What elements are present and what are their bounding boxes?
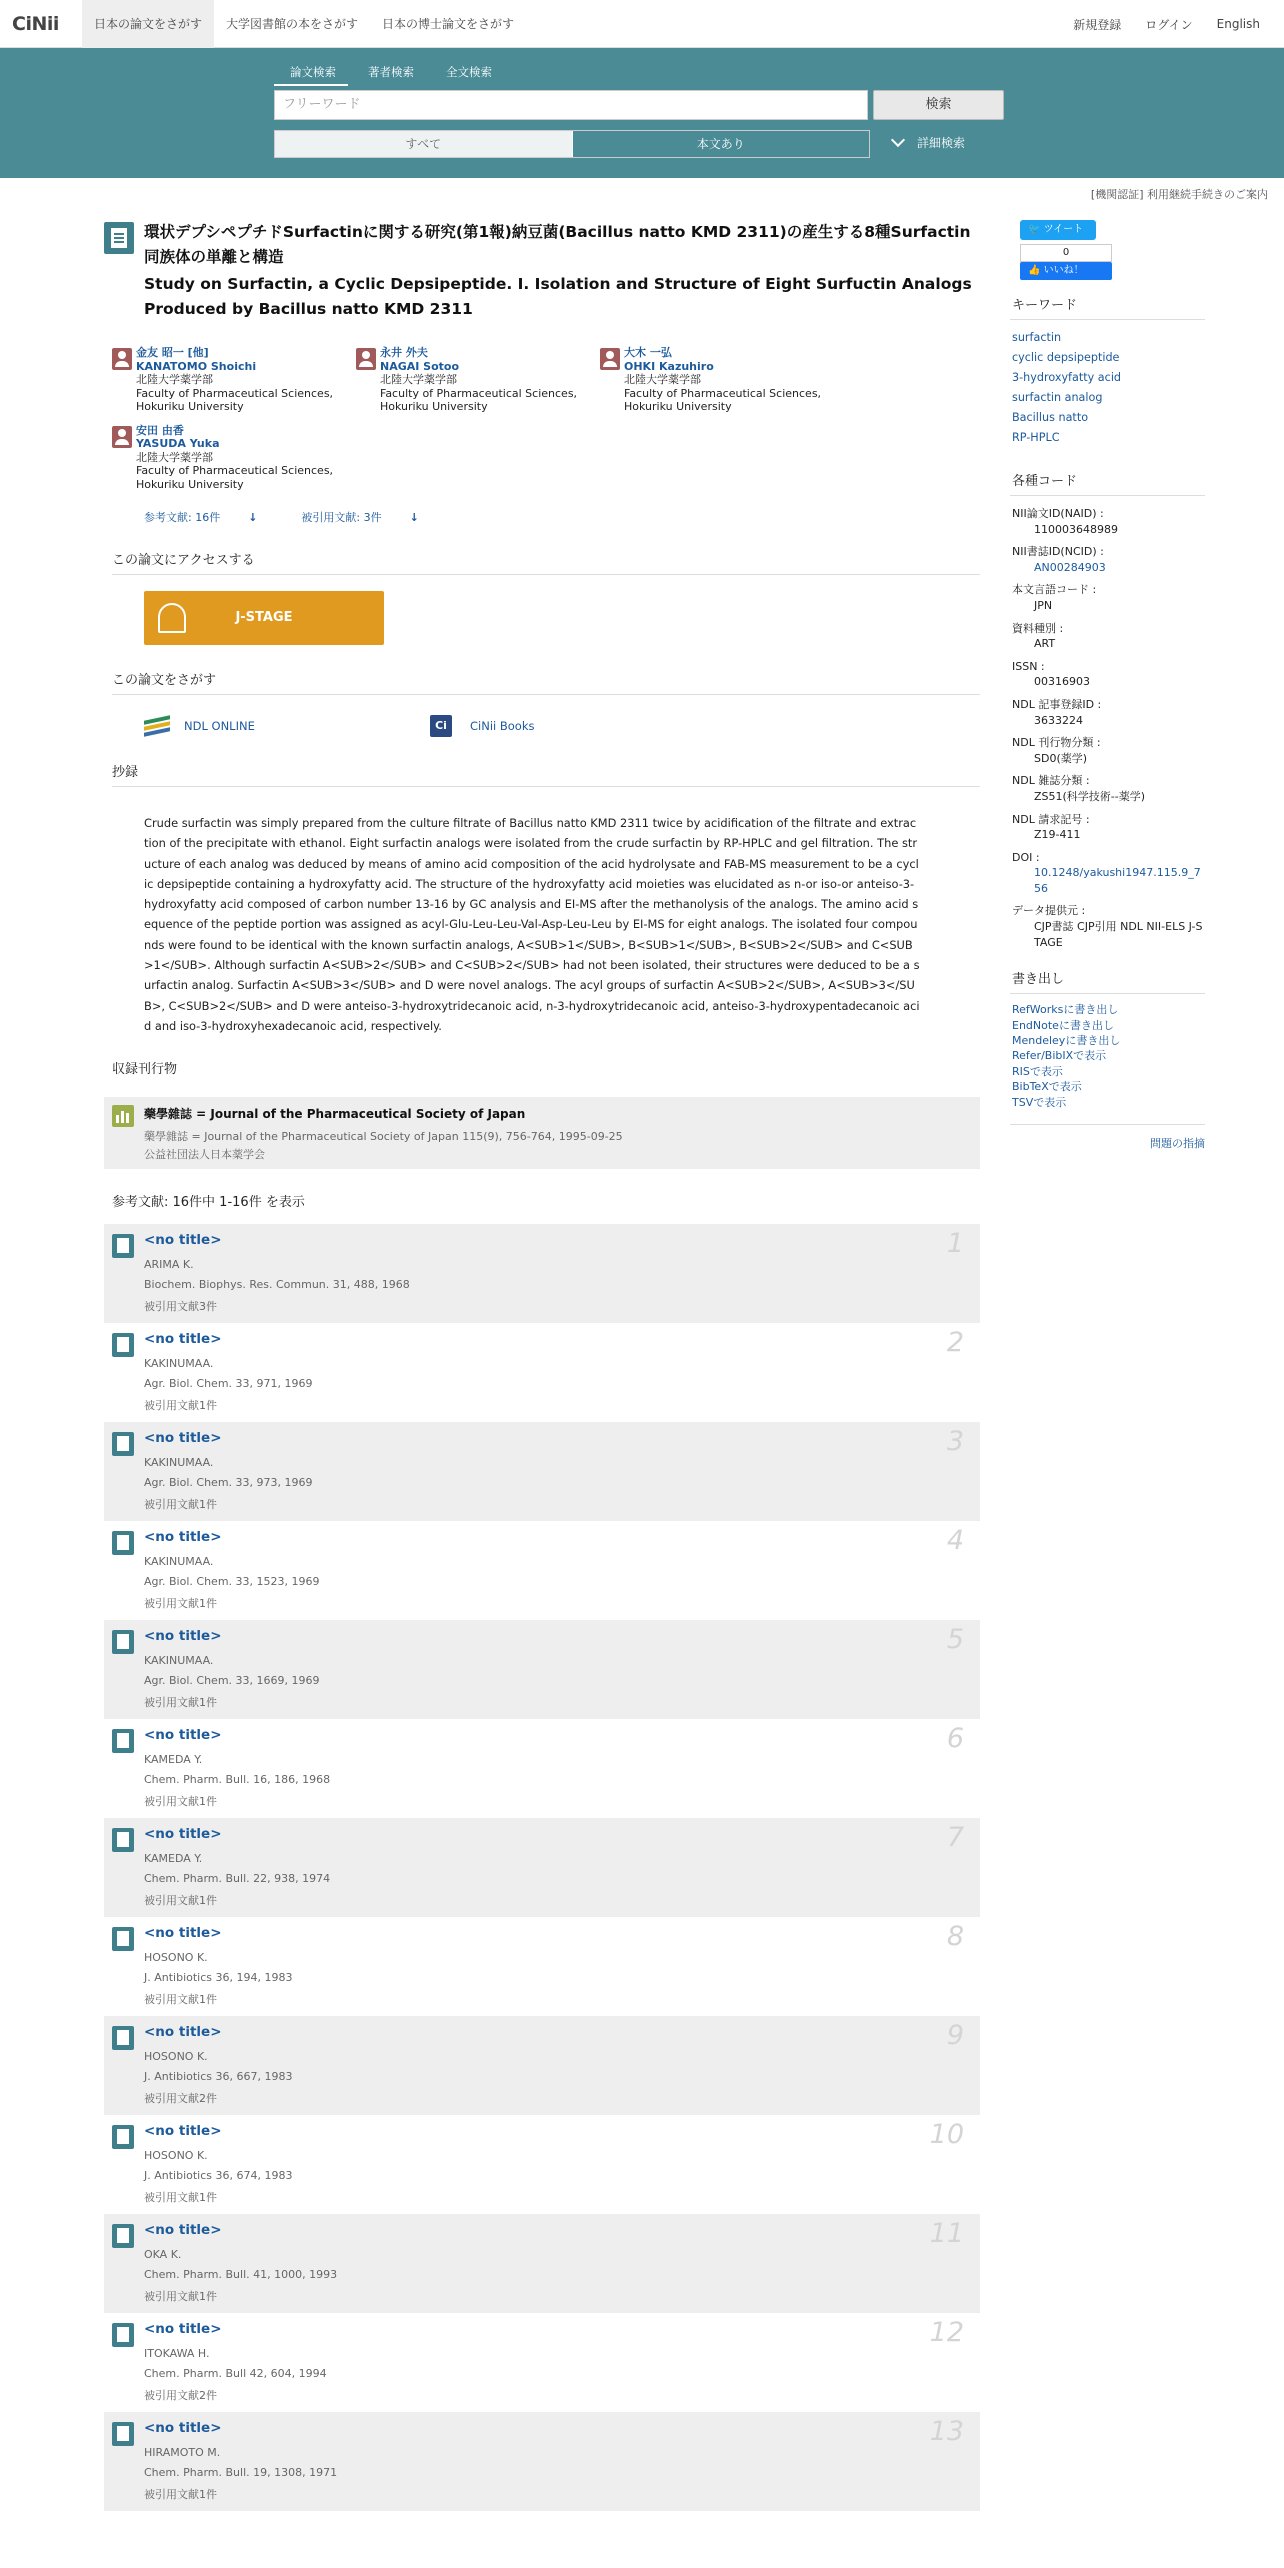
- reference-author: KAKINUMAA.: [144, 1456, 214, 1470]
- cinii-logo[interactable]: CiNii: [12, 12, 59, 35]
- reference-item: [104, 1521, 980, 1620]
- reference-title[interactable]: <no title>: [144, 2420, 222, 2437]
- references-link[interactable]: 参考文献: 16件 ↓: [144, 511, 258, 524]
- author-name-en[interactable]: KANATOMO Shoichi: [136, 359, 257, 373]
- reference-journal: J. Antibiotics 36, 194, 1983: [144, 1971, 293, 1985]
- tweet-button[interactable]: 🐦 ツイート: [1020, 220, 1096, 240]
- author-name-en[interactable]: NAGAI Sotoo: [380, 359, 460, 373]
- codes-heading: 各種コード: [1010, 470, 1205, 496]
- reference-list: [104, 1224, 980, 2511]
- reference-title[interactable]: <no title>: [144, 2321, 222, 2338]
- document-icon: [112, 2026, 134, 2050]
- code-value: JPN: [1034, 598, 1053, 612]
- report-problem-link[interactable]: 問題の指摘: [1010, 1124, 1205, 1151]
- reference-cited-count[interactable]: 被引用文献1件: [144, 1399, 217, 1413]
- reference-journal: Biochem. Biophys. Res. Commun. 31, 488, 1968: [144, 1278, 410, 1292]
- top-nav: [82, 0, 526, 48]
- code-label: NDL 刊行物分類 :: [1012, 736, 1101, 750]
- login-link[interactable]: ログイン: [1145, 17, 1193, 32]
- reference-title[interactable]: <no title>: [144, 1925, 222, 1942]
- reference-author: HOSONO K.: [144, 1951, 208, 1965]
- author-affiliation-en: Faculty of Pharmaceutical Sciences, Hokuriku University: [380, 386, 578, 413]
- reference-author: OKA K.: [144, 2248, 182, 2262]
- document-icon: [112, 2422, 134, 2446]
- keywords-heading: キーワード: [1010, 294, 1205, 320]
- code-label: 本文言語コード :: [1012, 583, 1097, 597]
- reference-title[interactable]: <no title>: [144, 1430, 222, 1447]
- reference-number: 11: [929, 2218, 964, 2250]
- code-label: NII書誌ID(NCID) :: [1012, 545, 1104, 559]
- cited-by-link[interactable]: 被引用文献: 3件 ↓: [301, 511, 419, 524]
- reference-title[interactable]: <no title>: [144, 1826, 222, 1843]
- ndl-online-link[interactable]: NDL ONLINE: [144, 715, 430, 737]
- search-band: [0, 48, 1284, 178]
- code-label: NDL 請求記号 :: [1012, 812, 1090, 826]
- like-count: 0: [1020, 244, 1112, 262]
- reference-journal: Agr. Biol. Chem. 33, 1669, 1969: [144, 1674, 320, 1688]
- export-link[interactable]: Mendeleyに書き出し: [1012, 1034, 1121, 1048]
- jstage-button[interactable]: J-STAGE: [144, 591, 384, 645]
- reference-author: KAKINUMAA.: [144, 1357, 214, 1371]
- export-link[interactable]: RISで表示: [1012, 1064, 1063, 1078]
- author-name-ja[interactable]: 永井 外夫: [380, 346, 428, 359]
- reference-item: [104, 1422, 980, 1521]
- sidebar: [1010, 220, 1205, 1151]
- main-content: [104, 220, 980, 2511]
- reference-cited-count[interactable]: 被引用文献1件: [144, 2488, 217, 2502]
- journal-heading: 収録刊行物: [112, 1062, 178, 1078]
- reference-author: KAMEDA Y.: [144, 1852, 203, 1866]
- code-value[interactable]: 10.1248/yakushi1947.115.9_756: [1034, 866, 1201, 895]
- top-right-links: [1073, 0, 1284, 48]
- reference-title[interactable]: <no title>: [144, 2024, 222, 2041]
- reference-cited-count[interactable]: 被引用文献1件: [144, 1498, 217, 1512]
- export-link[interactable]: BibTeXで表示: [1012, 1080, 1082, 1094]
- journal-detail: 藥學雜誌 = Journal of the Pharmaceutical Society of Japan 115(9), 756-764, 1995-09-25: [144, 1130, 623, 1144]
- person-icon: [112, 426, 132, 448]
- reference-cited-count[interactable]: 被引用文献1件: [144, 2191, 217, 2205]
- reference-number: 4: [946, 1525, 964, 1557]
- person-icon: [600, 348, 620, 370]
- author-name-ja[interactable]: 大木 一弘: [624, 346, 672, 359]
- reference-title[interactable]: <no title>: [144, 1331, 222, 1348]
- filter-fulltext[interactable]: 本文あり: [572, 131, 870, 157]
- reference-cited-count[interactable]: 被引用文献1件: [144, 1597, 217, 1611]
- reference-cited-count[interactable]: 被引用文献2件: [144, 2389, 217, 2403]
- document-icon: [112, 1531, 134, 1555]
- document-icon: [112, 2125, 134, 2149]
- reference-item: [104, 2313, 980, 2412]
- author-affiliation-ja: 北陸大学薬学部: [136, 450, 213, 464]
- document-icon: [112, 2224, 134, 2248]
- keyword-link[interactable]: surfactin analog: [1012, 391, 1103, 404]
- reference-item: [104, 2214, 980, 2313]
- reference-number: 13: [929, 2416, 964, 2448]
- person-icon: [112, 348, 132, 370]
- social-buttons: [1020, 220, 1205, 280]
- register-link[interactable]: 新規登録: [1073, 17, 1122, 32]
- export-link[interactable]: TSVで表示: [1012, 1095, 1067, 1109]
- code-value: Z19-411: [1034, 828, 1081, 842]
- reference-journal: J. Antibiotics 36, 674, 1983: [144, 2169, 293, 2183]
- code-value: 110003648989: [1034, 522, 1118, 536]
- advanced-search-link[interactable]: 詳細検索: [893, 134, 965, 151]
- document-icon: [112, 2323, 134, 2347]
- export-link[interactable]: EndNoteに書き出し: [1012, 1018, 1114, 1032]
- document-icon: [112, 1927, 134, 1951]
- author-item: [104, 424, 348, 492]
- code-value: SD0(薬学): [1034, 751, 1088, 765]
- reference-item: [104, 1917, 980, 2016]
- reference-counts: [104, 509, 980, 525]
- english-link[interactable]: English: [1216, 17, 1260, 31]
- ndl-icon: [144, 715, 170, 737]
- reference-number: 12: [929, 2317, 964, 2349]
- top-bar: [0, 0, 1284, 48]
- jstage-icon: [158, 603, 186, 633]
- export-link[interactable]: RefWorksに書き出し: [1012, 1003, 1119, 1017]
- author-affiliation-ja: 北陸大学薬学部: [136, 373, 213, 386]
- title-japanese: 環状デプシペプチドSurfactinに関する研究(第1報)納豆菌(Bacillus natto KMD 2311)の産生する8種Surfactin同族体の単離と構造: [144, 223, 971, 266]
- arrow-down-icon: ↓: [248, 511, 258, 524]
- reference-item: [104, 1818, 980, 1917]
- author-affiliation-ja: 北陸大学薬学部: [380, 373, 457, 386]
- reference-journal: Agr. Biol. Chem. 33, 1523, 1969: [144, 1575, 320, 1589]
- reference-number: 1: [946, 1228, 964, 1260]
- reference-number: 2: [946, 1327, 964, 1359]
- reference-title[interactable]: <no title>: [144, 1232, 222, 1249]
- reference-journal: Chem. Pharm. Bull. 19, 1308, 1971: [144, 2466, 338, 2480]
- reference-number: 9: [946, 2020, 964, 2052]
- export-heading: 書き出し: [1010, 968, 1205, 994]
- code-label: NDL 雑誌分類 :: [1012, 774, 1090, 788]
- code-label: NII論文ID(NAID) :: [1012, 507, 1104, 520]
- reference-title[interactable]: <no title>: [144, 2222, 222, 2239]
- reference-journal: Chem. Pharm. Bull. 22, 938, 1974: [144, 1872, 331, 1886]
- search-input[interactable]: フリーワード: [274, 90, 868, 120]
- title-english: Study on Surfactin, a Cyclic Depsipeptide. I. Isolation and Structure of Eight Surfuctin Analogs Produced by Bacillus natto KMD 2311: [144, 275, 972, 318]
- tab-paper-search[interactable]: 論文検索: [274, 64, 348, 86]
- journal-block: [104, 1097, 980, 1169]
- search-tabs: [274, 64, 508, 86]
- chevron-down-icon: [891, 132, 905, 146]
- document-icon: [112, 1234, 134, 1258]
- reference-number: 5: [946, 1624, 964, 1656]
- reference-journal: Agr. Biol. Chem. 33, 973, 1969: [144, 1476, 313, 1490]
- reference-cited-count[interactable]: 被引用文献1件: [144, 1696, 217, 1710]
- person-icon: [356, 348, 376, 370]
- author-name-ja[interactable]: 金友 昭一 [他]: [136, 346, 209, 359]
- reference-journal: Chem. Pharm. Bull. 41, 1000, 1993: [144, 2268, 338, 2282]
- cinii-books-icon: Ci: [430, 715, 452, 737]
- code-label: データ提供元 :: [1012, 904, 1086, 918]
- document-icon: [112, 1828, 134, 1852]
- code-label: NDL 記事登録ID :: [1012, 697, 1102, 711]
- nav-university-books[interactable]: 大学図書館の本をさがす: [226, 17, 359, 31]
- filter-all[interactable]: すべて: [275, 131, 572, 157]
- institution-auth-note[interactable]: [機関認証] 利用継続手続きのご案内: [1090, 188, 1268, 201]
- reference-author: KAKINUMAA.: [144, 1654, 214, 1668]
- reference-number: 10: [929, 2119, 964, 2151]
- journal-title[interactable]: 藥學雜誌 = Journal of the Pharmaceutical Society of Japan: [144, 1107, 526, 1122]
- keyword-link[interactable]: cyclic depsipeptide: [1012, 351, 1120, 364]
- author-item: [348, 346, 592, 414]
- reference-cited-count[interactable]: 被引用文献3件: [144, 1300, 217, 1314]
- author-affiliation-en: Faculty of Pharmaceutical Sciences, Hokuriku University: [136, 464, 334, 491]
- reference-journal: J. Antibiotics 36, 667, 1983: [144, 2070, 293, 2084]
- code-value: CJP書誌 CJP引用 NDL NII-ELS J-STAGE: [1034, 920, 1203, 949]
- code-label: ISSN :: [1012, 659, 1045, 673]
- reference-author: KAKINUMAA.: [144, 1555, 214, 1569]
- tab-author-search[interactable]: 著者検索: [368, 65, 414, 79]
- author-list: [104, 346, 980, 491]
- reference-author: HOSONO K.: [144, 2050, 208, 2064]
- export-link[interactable]: Refer/BibIXで表示: [1012, 1049, 1107, 1063]
- author-name-ja[interactable]: 安田 由香: [136, 423, 184, 437]
- reference-item: [104, 1323, 980, 1422]
- reference-number: 6: [946, 1723, 964, 1755]
- article-title-block: [104, 220, 980, 322]
- reference-cited-count[interactable]: 被引用文献1件: [144, 1894, 217, 1908]
- document-icon: [112, 1630, 134, 1654]
- nav-dissertations[interactable]: 日本の博士論文をさがす: [382, 17, 515, 31]
- keyword-list: [1012, 328, 1205, 448]
- find-heading: この論文をさがす: [112, 669, 980, 695]
- document-icon: [112, 1333, 134, 1357]
- search-filter: [274, 130, 870, 158]
- reference-journal: Agr. Biol. Chem. 33, 971, 1969: [144, 1377, 313, 1391]
- access-heading: この論文にアクセスする: [112, 549, 980, 575]
- find-links: [144, 715, 980, 737]
- cinii-books-link[interactable]: Ci CiNii Books: [430, 715, 716, 737]
- document-icon: [104, 222, 134, 254]
- code-label: 資料種別 :: [1012, 621, 1064, 635]
- author-item: [592, 346, 836, 414]
- reference-title[interactable]: <no title>: [144, 1727, 222, 1744]
- reference-title[interactable]: <no title>: [144, 1628, 222, 1645]
- reference-title[interactable]: <no title>: [144, 2123, 222, 2140]
- code-value[interactable]: AN00284903: [1034, 560, 1106, 574]
- author-affiliation-ja: 北陸大学薬学部: [624, 373, 701, 386]
- abstract-text: Crude surfactin was simply prepared from the culture filtrate of Bacillus natto KMD 2311 twice by acidification of the filtrate and extraction of the precipitate with ethanol. Eight surfactin analogs were isolated from the crude surfactin by RP-HPLC and gel filtration. The structure of each analog was deduced by means of amino acid composition of the acid hydrolysate and FAB-MS measurement to be a cyclic depsipeptide containing a hydroxyfatty acid. The structure of the hydroxyfatty acid moieties was elucidated as n-or iso-or anteiso-3-hydroxyfatty acid composed of carbon number 13-16 by GC analysis and EI-MS after the methanolysis of the analogs. The amino acid sequence of the peptide portion was assigned as acyl-Glu-Leu-Leu-Val-Asp-Leu-Leu by EI-MS for eight analogs. The isolated four compounds were found to be identical with the known surfactin analogs, A<SUB>1</SUB>, B<SUB>1</SUB>, B<SUB>2</SUB> and C<SUB>1</SUB>. Although surfactin A<SUB>2</SUB> and C<SUB>2</SUB> had not been isolated, their structures were deduced to be a surfactin analog. Surfactin A<SUB>3</SUB> and D were novel analogs. The acyl groups of surfactin A<SUB>2</SUB>, A<SUB>3</SUB>, C<SUB>2</SUB> and D were anteiso-3-hydroxytridecanoic acid, n-3-hydroxytridecanoic acid, anteiso-3-hydroxypentadecanoic acid and iso-3-hydroxyhexadecanoic acid, respectively.: [144, 816, 920, 1033]
- keyword-link[interactable]: Bacillus natto: [1012, 411, 1089, 424]
- document-icon: [112, 1729, 134, 1753]
- reference-item: [104, 2115, 980, 2214]
- code-value: ZS51(科学技術--薬学): [1034, 789, 1146, 803]
- nav-japanese-papers[interactable]: 日本の論文をさがす: [82, 0, 214, 48]
- reference-author: ARIMA K.: [144, 1258, 194, 1272]
- reference-author: ITOKAWA H.: [144, 2347, 210, 2361]
- reference-number: 8: [946, 1921, 964, 1953]
- reference-author: HIRAMOTO M.: [144, 2446, 221, 2460]
- code-value: ART: [1034, 637, 1056, 651]
- author-affiliation-en: Faculty of Pharmaceutical Sciences, Hokuriku University: [624, 386, 822, 413]
- code-list: [1012, 506, 1205, 950]
- reference-item: [104, 1620, 980, 1719]
- reference-item: [104, 1224, 980, 1323]
- reference-number: 7: [946, 1822, 964, 1854]
- reference-cited-count[interactable]: 被引用文献1件: [144, 1993, 217, 2007]
- tab-fulltext-search[interactable]: 全文検索: [446, 65, 492, 79]
- reference-item: [104, 1719, 980, 1818]
- code-label: DOI :: [1012, 850, 1040, 864]
- reference-title[interactable]: <no title>: [144, 1529, 222, 1546]
- references-heading: 参考文献: 16件中 1-16件 を表示: [112, 1195, 305, 1211]
- code-value: 00316903: [1034, 675, 1090, 689]
- arrow-down-icon: ↓: [409, 511, 419, 524]
- reference-cited-count[interactable]: 被引用文献1件: [144, 1795, 217, 1809]
- keyword-link[interactable]: 3-hydroxyfatty acid: [1012, 371, 1122, 384]
- reference-cited-count[interactable]: 被引用文献1件: [144, 2290, 217, 2304]
- like-button[interactable]: 👍 いいね！: [1020, 262, 1112, 280]
- reference-cited-count[interactable]: 被引用文献2件: [144, 2092, 217, 2106]
- keyword-link[interactable]: surfactin: [1012, 331, 1062, 344]
- document-icon: [112, 1432, 134, 1456]
- reference-number: 3: [946, 1426, 964, 1458]
- reference-item: [104, 2016, 980, 2115]
- keyword-link[interactable]: RP-HPLC: [1012, 431, 1060, 444]
- code-value: 3633224: [1034, 713, 1083, 727]
- author-affiliation-en: Faculty of Pharmaceutical Sciences, Hokuriku University: [136, 386, 334, 413]
- author-name-en[interactable]: YASUDA Yuka: [136, 437, 220, 450]
- journal-publisher: 公益社団法人日本薬学会: [144, 1148, 265, 1162]
- search-button[interactable]: 検索: [873, 90, 1004, 120]
- author-item: [104, 346, 348, 414]
- export-list: [1012, 1002, 1205, 1110]
- journal-icon: [112, 1105, 134, 1127]
- reference-journal: Chem. Pharm. Bull. 16, 186, 1968: [144, 1773, 331, 1787]
- reference-author: KAMEDA Y.: [144, 1753, 203, 1767]
- reference-item: [104, 2412, 980, 2511]
- author-name-en[interactable]: OHKI Kazuhiro: [624, 359, 714, 373]
- reference-author: HOSONO K.: [144, 2149, 208, 2163]
- reference-journal: Chem. Pharm. Bull 42, 604, 1994: [144, 2367, 327, 2381]
- abstract-heading: 抄録: [112, 761, 980, 787]
